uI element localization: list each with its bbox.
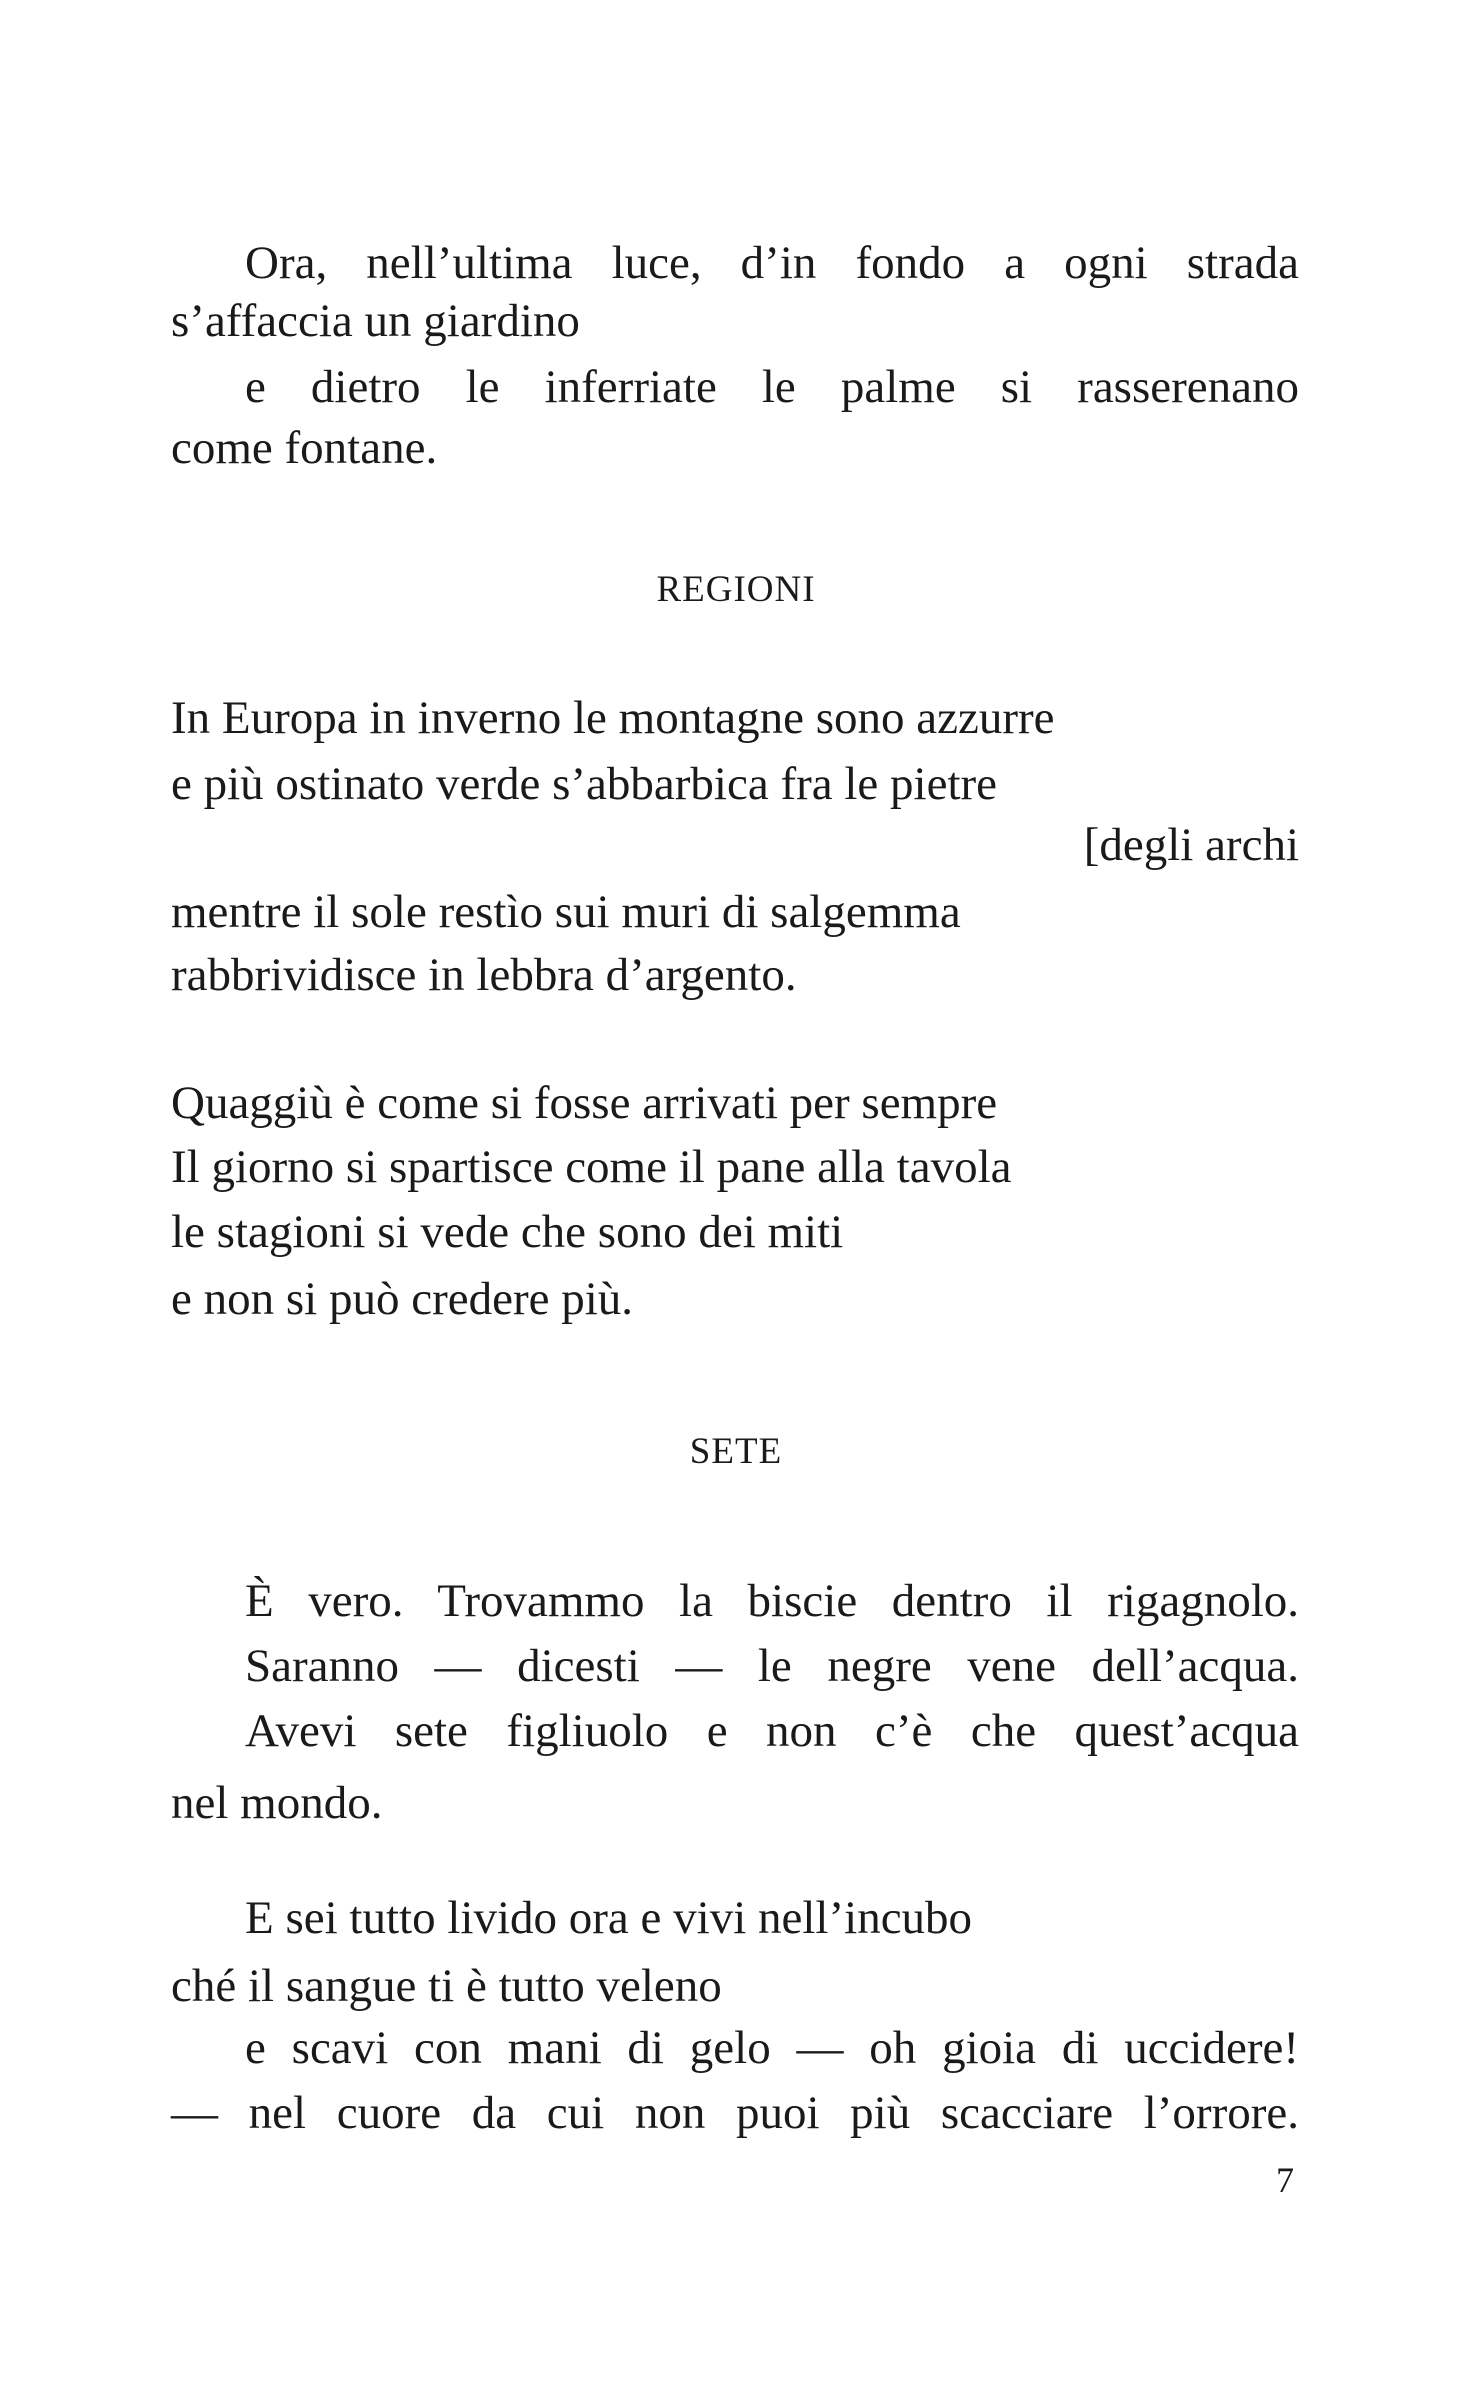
verse-line: Avevi sete figliuolo e non c’è che quest’acqua [245,1705,1299,1757]
verse-line: e più ostinato verde s’abbarbica fra le pietre [171,758,998,810]
verse-line-continuation: [degli archi [1083,819,1299,871]
verse-line: nel mondo. [171,1777,383,1829]
verse-line: Saranno — dicesti — le negre vene dell’acqua. [245,1640,1299,1692]
verse-line: ché il sangue ti è tutto veleno [171,1960,722,2012]
page-number: 7 [1276,2160,1294,2200]
verse-line: È vero. Trovammo la biscie dentro il rigagnolo. [245,1575,1299,1627]
verse-line: s’affaccia un giardino [171,295,580,347]
verse-line: rabbrividisce in lebbra d’argento. [171,949,797,1001]
verse-line: come fontane. [171,422,438,474]
verse-line: e scavi con mani di gelo — oh gioia di uccidere! [245,2022,1299,2074]
verse-line: Ora, nell’ultima luce, d’in fondo a ogni strada [245,237,1299,289]
verse-line: e non si può credere più. [171,1273,634,1325]
poem-title-regioni: REGIONI [656,569,816,610]
poem-title-sete: SETE [689,1431,783,1472]
verse-line: le stagioni si vede che sono dei miti [171,1206,844,1258]
verse-line: In Europa in inverno le montagne sono azzurre [171,692,1055,744]
verse-line: Quaggiù è come si fosse arrivati per sempre [171,1077,998,1129]
verse-line: Il giorno si spartisce come il pane alla tavola [171,1141,1012,1193]
verse-line: — nel cuore da cui non puoi più scacciare l’orrore. [171,2087,1299,2139]
verse-line: e dietro le inferriate le palme si rasserenano [245,361,1299,413]
verse-line: E sei tutto livido ora e vivi nell’incubo [245,1892,973,1944]
verse-line: mentre il sole restìo sui muri di salgemma [171,886,961,938]
